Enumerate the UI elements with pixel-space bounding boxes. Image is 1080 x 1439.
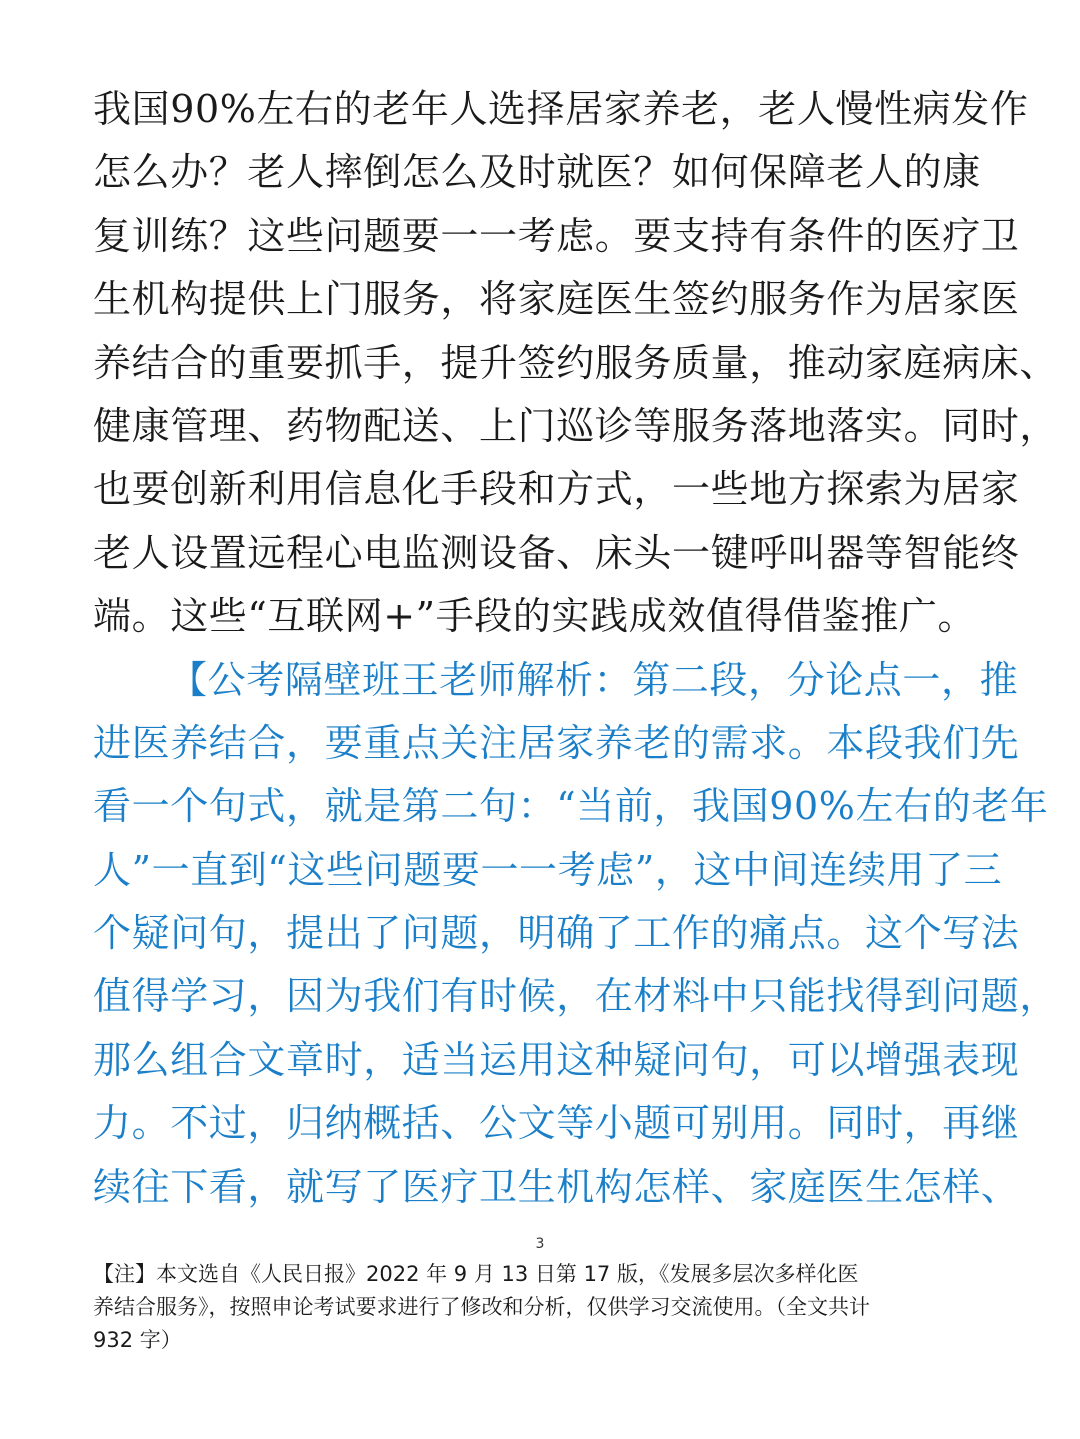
- analysis-line: 进医养结合，要重点关注居家养老的需求。本段我们先: [93, 720, 1020, 765]
- body-line: 端。这些“互联网+”手段的实践成效值得借鉴推广。: [93, 594, 977, 639]
- body-line: 老人设置远程心电监测设备、床头一键呼叫器等智能终: [93, 530, 1020, 575]
- body-line: 怎么办？老人摔倒怎么及时就医？如何保障老人的康: [93, 150, 981, 195]
- analysis-line: 【公考隔壁班王老师解析：第二段，分论点一，推: [169, 657, 1019, 702]
- analysis-line: 人”一直到“这些问题要一一考虑”，这中间连续用了三: [93, 847, 1003, 892]
- analysis-line: 力。不过，归纳概括、公文等小题可别用。同时，再继: [93, 1101, 1020, 1146]
- body-line: 我国90%左右的老年人选择居家养老，老人慢性病发作: [93, 87, 1029, 131]
- analysis-line: 续往下看，就写了医疗卫生机构怎样、家庭医生怎样、: [93, 1164, 1020, 1209]
- page-number: 3: [535, 1236, 545, 1252]
- body-line: 健康管理、药物配送、上门巡诊等服务落地落实。同时，: [93, 403, 1059, 448]
- article-text: [93, 78, 1059, 1219]
- analysis-line: 个疑问句，提出了问题，明确了工作的痛点。这个写法: [93, 911, 1020, 956]
- body-line: 复训练？这些问题要一一考虑。要支持有条件的医疗卫: [93, 213, 1020, 258]
- analysis-line: 值得学习，因为我们有时候，在材料中只能找得到问题，: [93, 974, 1059, 1019]
- footnote-line: 932 字）: [93, 1328, 182, 1352]
- body-line: 生机构提供上门服务，将家庭医生签约服务作为居家医: [93, 277, 1020, 322]
- footnote: [93, 1258, 993, 1357]
- footnote-line: 养结合服务》，按照申论考试要求进行了修改和分析，仅供学习交流使用。（全文共计: [93, 1295, 870, 1319]
- analysis-line: 那么组合文章时，适当运用这种疑问句，可以增强表现: [93, 1037, 1020, 1082]
- body-line: 养结合的重要抓手，提升签约服务质量，推动家庭病床、: [93, 340, 1059, 385]
- footnote-line: 【注】本文选自《人民日报》2022 年 9 月 13 日第 17 版，《发展多层次多样化医: [93, 1262, 859, 1286]
- analysis-line: 看一个句式，就是第二句：“当前，我国90%左右的老年: [93, 784, 1049, 829]
- body-line: 也要创新利用信息化手段和方式，一些地方探索为居家: [93, 467, 1020, 512]
